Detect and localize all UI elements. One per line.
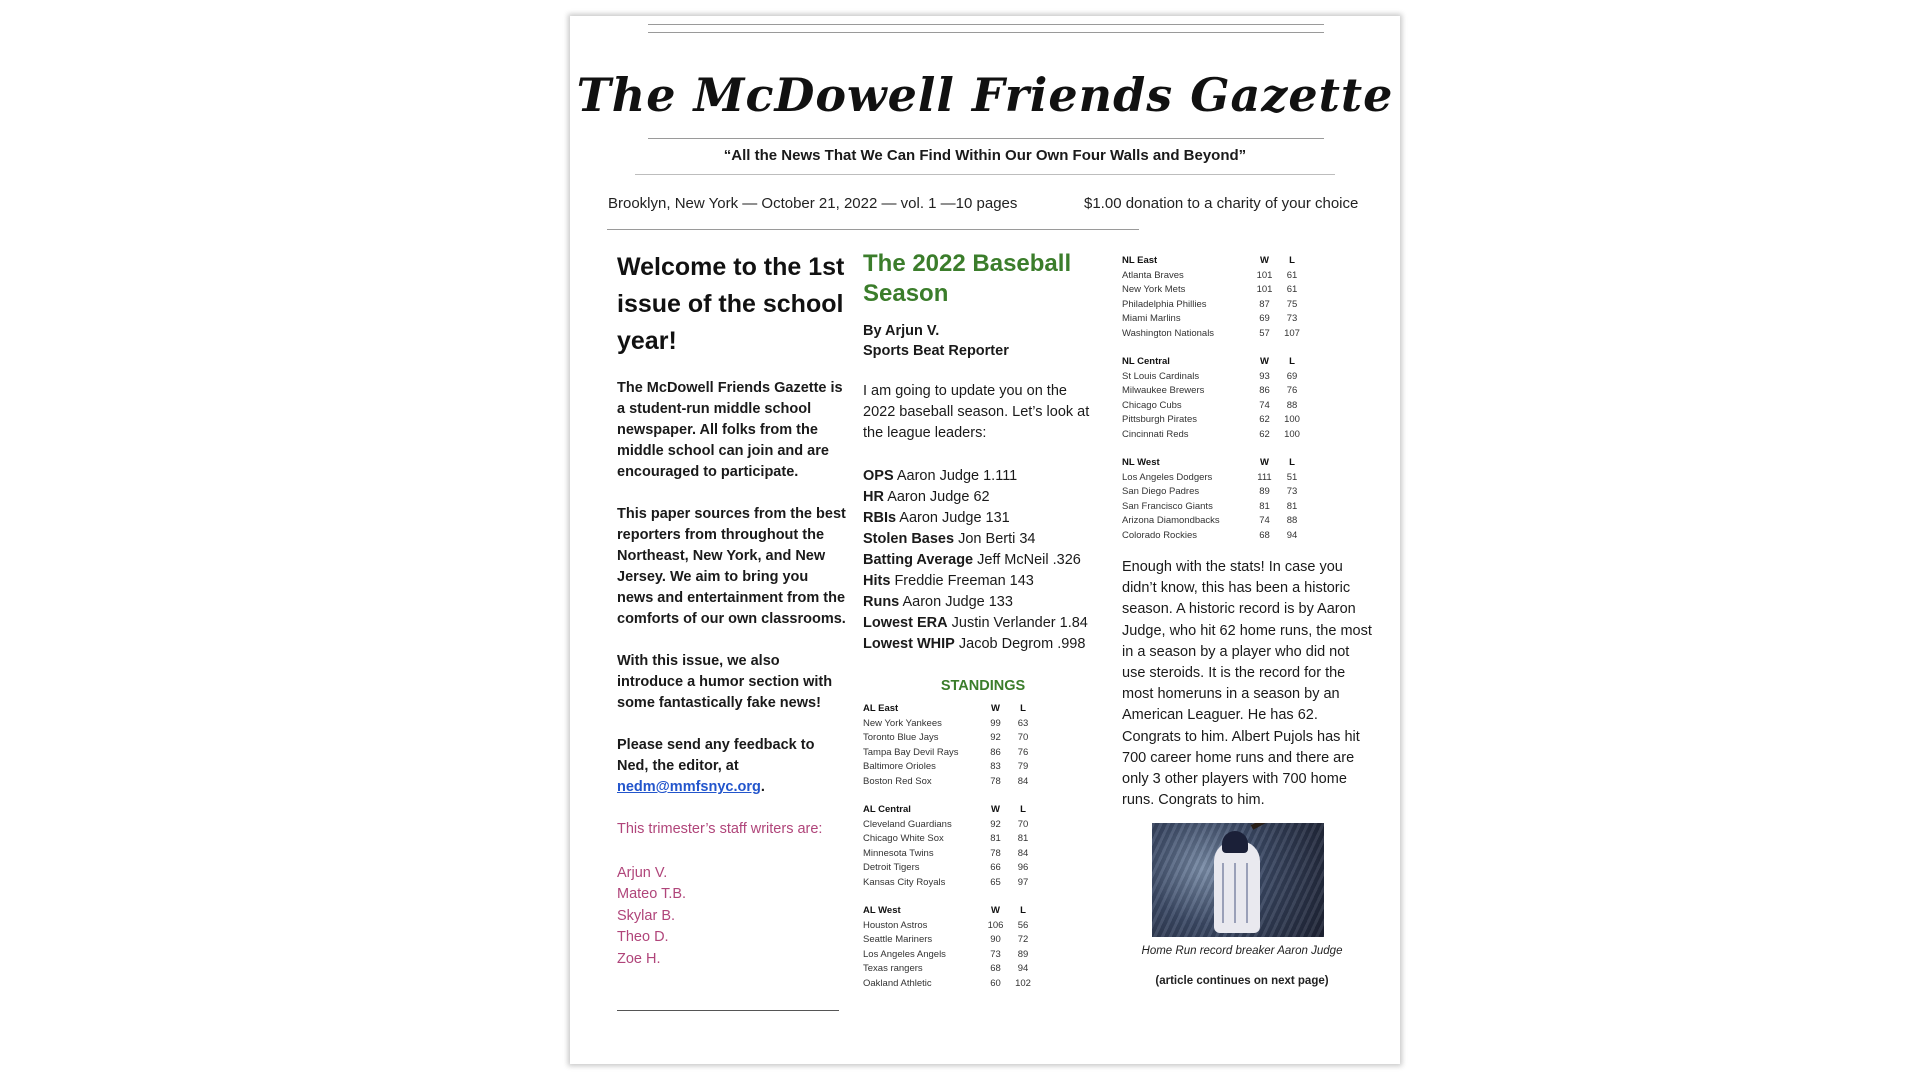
standings-cell: 68: [1259, 529, 1270, 541]
division-header-cell: L: [1289, 356, 1295, 367]
motto-rule-top: [648, 138, 1324, 139]
al-standings: [863, 702, 1103, 991]
standings-cell: Atlanta Braves: [1122, 269, 1184, 281]
standings-cell: 79: [1017, 761, 1029, 772]
leader-stat: Hits: [863, 573, 891, 589]
leader-value: Aaron Judge 62: [887, 489, 990, 505]
standings-cell: Baltimore Orioles: [863, 761, 936, 772]
standings-cell: Chicago Cubs: [1122, 399, 1182, 411]
standings-cell: 84: [1017, 847, 1029, 859]
division-header-cell: W: [991, 703, 1000, 714]
standings-cell: 61: [1286, 269, 1298, 281]
league-leader-row: [863, 592, 1103, 613]
leader-value: Aaron Judge 1.111: [896, 468, 1018, 484]
standings-cell: 89: [1017, 948, 1029, 960]
division-header-cell: W: [1260, 457, 1269, 468]
standings-cell: Texas rangers: [863, 963, 923, 974]
byline-name: By Arjun V.: [863, 323, 940, 339]
division-header-cell: L: [1289, 457, 1295, 468]
standings-cell: 86: [1259, 385, 1270, 396]
standings-cell: 78: [990, 775, 1001, 787]
standings-cell: 75: [1286, 298, 1298, 310]
standings-row: [863, 948, 1103, 963]
league-leader-row: [863, 508, 1103, 529]
leader-value: Jon Berti 34: [958, 531, 1036, 547]
standings-cell: Detroit Tigers: [863, 862, 920, 873]
standings-row: [863, 760, 1103, 775]
newspaper-page: [570, 16, 1400, 1064]
league-leaders-list: [863, 466, 1103, 655]
division-header-cell: L: [1020, 804, 1026, 815]
standings-cell: Colorado Rockies: [1122, 529, 1197, 541]
standings-cell: Los Angeles Angels: [863, 948, 946, 960]
standings-cell: 94: [1286, 529, 1298, 541]
leader-stat: Stolen Bases: [863, 531, 955, 547]
standings-row: [863, 933, 1103, 948]
standings-heading: STANDINGS: [940, 678, 1026, 694]
standings-row: [1122, 298, 1372, 313]
top-rule: [648, 24, 1324, 25]
standings-row: [1122, 283, 1372, 298]
standings-cell: 90: [990, 934, 1001, 945]
standings-row: [863, 847, 1103, 862]
leader-stat: Batting Average: [863, 552, 974, 568]
standings-cell: 83: [990, 761, 1001, 772]
league-leader-row: [863, 487, 1103, 508]
standings-cell: Miami Marlins: [1122, 313, 1181, 324]
standings-cell: Boston Red Sox: [863, 775, 932, 787]
leader-stat: RBIs: [863, 510, 897, 526]
standings-cell: 92: [990, 732, 1001, 743]
welcome-paragraph-2: This paper sources from the best reporters from throughout the Northeast, New York, and New Jersey. We aim to bring you news and entertainment from the comforts of our own classrooms.: [617, 506, 846, 627]
standings-cell: Kansas City Royals: [863, 876, 946, 888]
leader-value: Jacob Degrom .998: [958, 636, 1086, 652]
masthead-title: The McDowell Friends Gazette: [576, 68, 1394, 122]
staff-heading: This trimester’s staff writers are:: [617, 821, 823, 837]
standings-cell: 62: [1259, 414, 1270, 425]
standings-row: [863, 861, 1103, 876]
division-header-cell: NL East: [1122, 255, 1158, 266]
baseball-continuation: Enough with the stats! In case you didn’t know, this has been a historic season. A historic record is by Aaron Judge, who hit 62 home runs, the most in a season by a player who did not use steroids. It is the record for the most homeruns in a season by an American Leaguer. He has 62. Congrats to him. Albert Pujols has hit 700 career home runs and there are only 3 other players with 700 home runs. Congrats to him.: [1122, 559, 1372, 809]
standings-cell: 94: [1017, 963, 1029, 974]
standings-cell: 100: [1284, 414, 1300, 425]
standings-cell: 61: [1286, 284, 1298, 295]
standings-cell: 68: [990, 963, 1001, 974]
standings-cell: 70: [1017, 818, 1029, 830]
division-table: [1122, 254, 1372, 341]
standings-cell: 66: [990, 862, 1001, 873]
standings-cell: 81: [1286, 500, 1298, 512]
standings-cell: San Diego Padres: [1122, 486, 1200, 497]
standings-cell: Minnesota Twins: [863, 847, 934, 859]
division-header-cell: W: [1260, 356, 1269, 367]
division-header: [1122, 254, 1372, 269]
leader-value: Aaron Judge 131: [899, 510, 1010, 526]
photo-stripe: [1246, 863, 1248, 923]
nl-standings: [1122, 254, 1372, 543]
standings-cell: 101: [1256, 269, 1273, 281]
leader-stat: Lowest WHIP: [863, 636, 955, 652]
division-header-cell: L: [1020, 905, 1026, 916]
standings-cell: 100: [1284, 428, 1300, 440]
standings-cell: 92: [990, 818, 1001, 830]
dateline-rule: [607, 229, 1139, 230]
standings-cell: 93: [1259, 370, 1270, 382]
standings-cell: Los Angeles Dodgers: [1122, 471, 1213, 483]
leader-stat: OPS: [863, 468, 894, 484]
standings-cell: 76: [1286, 385, 1298, 396]
standings-cell: Cincinnati Reds: [1122, 428, 1189, 440]
league-leader-row: [863, 466, 1103, 487]
standings-cell: San Francisco Giants: [1122, 500, 1213, 512]
photo-caption: Home Run record breaker Aaron Judge: [1141, 945, 1343, 958]
standings-cell: 81: [1259, 500, 1270, 512]
standings-row: [1122, 413, 1372, 428]
division-table: [863, 702, 1103, 789]
standings-cell: Tampa Bay Devil Rays: [863, 746, 959, 758]
leader-value: Jeff McNeil .326: [977, 552, 1081, 568]
standings-row: [863, 876, 1103, 891]
league-leader-row: [863, 634, 1103, 655]
standings-cell: 65: [990, 876, 1001, 888]
standings-cell: 73: [990, 948, 1001, 960]
standings-cell: New York Yankees: [863, 717, 942, 729]
standings-cell: New York Mets: [1122, 284, 1186, 295]
baseball-column: [863, 249, 1103, 1005]
leader-stat: HR: [863, 489, 884, 505]
continues-note: (article continues on next page): [1155, 975, 1329, 988]
staff-writer: Arjun V.: [617, 864, 668, 881]
division-header-cell: W: [991, 804, 1000, 815]
staff-writer: Mateo T.B.: [617, 886, 687, 902]
standings-cell: 69: [1286, 370, 1298, 382]
standings-cell: 101: [1256, 284, 1273, 295]
standings-row: [863, 919, 1103, 934]
standings-cell: Houston Astros: [863, 919, 928, 931]
standings-cell: 76: [1017, 746, 1029, 758]
standings-cell: St Louis Cardinals: [1122, 370, 1200, 382]
byline-role: Sports Beat Reporter: [863, 343, 1009, 359]
league-leader-row: [863, 613, 1103, 634]
standings-cell: 78: [990, 847, 1001, 859]
baseball-heading: The 2022 Baseball Season: [863, 250, 1072, 307]
standings-cell: 69: [1259, 313, 1270, 324]
baseball-intro: I am going to update you on the 2022 baseball season. Let’s look at the league leaders:: [863, 383, 1090, 441]
division-header: [863, 803, 1103, 818]
standings-cell: Milwaukee Brewers: [1122, 385, 1205, 396]
standings-row: [863, 962, 1103, 977]
division-header-cell: L: [1020, 703, 1026, 714]
standings-cell: 89: [1259, 486, 1270, 497]
standings-cell: 51: [1286, 471, 1298, 483]
standings-cell: 88: [1286, 399, 1298, 411]
dateline-right: $1.00 donation to a charity of your choice: [1084, 195, 1359, 212]
division-table: [1122, 355, 1372, 442]
standings-cell: 88: [1286, 515, 1298, 526]
photo-helmet: [1222, 831, 1248, 853]
standings-row: [863, 977, 1103, 992]
masthead-motto: “All the News That We Can Find Within Our Own Four Walls and Beyond”: [723, 147, 1247, 164]
standings-row: [1122, 428, 1372, 443]
welcome-heading: Welcome to the 1st issue of the school year!: [617, 253, 845, 355]
standings-cell: 86: [990, 746, 1001, 758]
standings-cell: 74: [1259, 399, 1270, 411]
standings-cell: 84: [1017, 775, 1029, 787]
standings-cell: 87: [1259, 298, 1270, 310]
division-header-cell: NL West: [1122, 457, 1160, 468]
standings-cell: 96: [1017, 862, 1029, 873]
welcome-column: [617, 249, 847, 1011]
division-header: [863, 702, 1103, 717]
standings-cell: 56: [1017, 919, 1029, 931]
standings-row: [863, 717, 1103, 732]
top-rule-2: [648, 32, 1324, 33]
standings-cell: Philadelphia Phillies: [1122, 298, 1207, 310]
byline: [863, 321, 1103, 361]
standings-row: [1122, 384, 1372, 399]
division-header-cell: W: [991, 905, 1000, 916]
leader-stat: Lowest ERA: [863, 615, 948, 631]
standings-cell: Chicago White Sox: [863, 833, 944, 844]
feedback-suffix: .: [760, 779, 765, 795]
nl-column: [1122, 254, 1372, 987]
dateline-left: Brooklyn, New York — October 21, 2022 — vol. 1 —10 pages: [608, 195, 1018, 212]
leader-value: Freddie Freeman 143: [894, 573, 1034, 589]
standings-row: [863, 731, 1103, 746]
editor-email-link[interactable]: nedm@mmfsnyc.org: [617, 779, 761, 795]
division-header-cell: AL West: [863, 905, 901, 916]
division-header-cell: NL Central: [1122, 356, 1170, 367]
standings-cell: 99: [990, 717, 1001, 729]
standings-cell: Washington Nationals: [1122, 327, 1215, 339]
standings-row: [1122, 327, 1372, 342]
standings-cell: 81: [990, 833, 1001, 844]
welcome-paragraph-1: The McDowell Friends Gazette is a student-run middle school newspaper. All folks from the middle school can join and are encouraged to participate.: [617, 380, 843, 480]
staff-writers-list: [617, 863, 847, 971]
standings-cell: 106: [987, 919, 1004, 931]
league-leader-row: [863, 529, 1103, 550]
division-header: [1122, 355, 1372, 370]
motto-rule-bottom: [635, 174, 1335, 175]
division-header-cell: AL East: [863, 703, 899, 714]
division-header: [863, 904, 1103, 919]
division-header-cell: AL Central: [863, 804, 911, 815]
standings-row: [1122, 529, 1372, 544]
standings-cell: Toronto Blue Jays: [863, 732, 939, 743]
staff-writer: Skylar B.: [617, 907, 676, 924]
standings-row: [863, 746, 1103, 761]
photo-stripe: [1234, 863, 1236, 923]
standings-cell: Cleveland Guardians: [863, 818, 952, 830]
standings-row: [863, 818, 1103, 833]
standings-cell: Oakland Athletic: [863, 977, 932, 989]
standings-row: [863, 775, 1103, 790]
standings-cell: 72: [1017, 934, 1029, 945]
standings-cell: 63: [1017, 717, 1029, 729]
standings-cell: 73: [1286, 486, 1298, 497]
division-table: [1122, 456, 1372, 543]
standings-cell: Pittsburgh Pirates: [1122, 414, 1197, 425]
standings-row: [1122, 370, 1372, 385]
standings-row: [1122, 269, 1372, 284]
leader-value: Justin Verlander 1.84: [951, 615, 1088, 631]
standings-cell: 57: [1259, 327, 1270, 339]
division-table: [863, 904, 1103, 991]
standings-cell: 70: [1017, 732, 1029, 743]
photo-stripe: [1222, 863, 1224, 923]
standings-row: [1122, 500, 1372, 515]
league-leader-row: [863, 571, 1103, 592]
division-header-cell: W: [1260, 255, 1269, 266]
standings-row: [1122, 514, 1372, 529]
standings-cell: 81: [1017, 833, 1029, 844]
division-header-cell: L: [1289, 255, 1295, 266]
standings-cell: 62: [1259, 428, 1270, 440]
standings-row: [1122, 312, 1372, 327]
welcome-paragraph-4: [617, 735, 847, 798]
standings-row: [1122, 471, 1372, 486]
standings-cell: 97: [1017, 876, 1029, 888]
standings-cell: 74: [1259, 515, 1270, 526]
standings-cell: 73: [1286, 313, 1298, 324]
division-header: [1122, 456, 1372, 471]
standings-cell: 111: [1257, 471, 1272, 483]
division-table: [863, 803, 1103, 890]
feedback-text: Please send any feedback to Ned, the editor, at: [617, 737, 815, 774]
standings-cell: 60: [990, 977, 1001, 989]
standings-cell: 102: [1015, 977, 1031, 989]
leader-stat: Runs: [863, 594, 900, 610]
column-end-rule: [617, 1010, 839, 1011]
staff-writer: Zoe H.: [617, 950, 661, 967]
aaron-judge-photo: [1152, 823, 1324, 937]
standings-row: [1122, 485, 1372, 500]
standings-cell: Seattle Mariners: [863, 934, 933, 945]
standings-row: [863, 832, 1103, 847]
standings-cell: Arizona Diamondbacks: [1122, 515, 1220, 526]
standings-cell: 107: [1284, 327, 1300, 339]
staff-writer: Theo D.: [617, 929, 669, 945]
standings-row: [1122, 399, 1372, 414]
photo-player: [1214, 841, 1260, 933]
league-leader-row: [863, 550, 1103, 571]
welcome-paragraph-3: With this issue, we also introduce a humor section with some fantastically fake news!: [617, 653, 833, 711]
leader-value: Aaron Judge 133: [902, 594, 1013, 610]
